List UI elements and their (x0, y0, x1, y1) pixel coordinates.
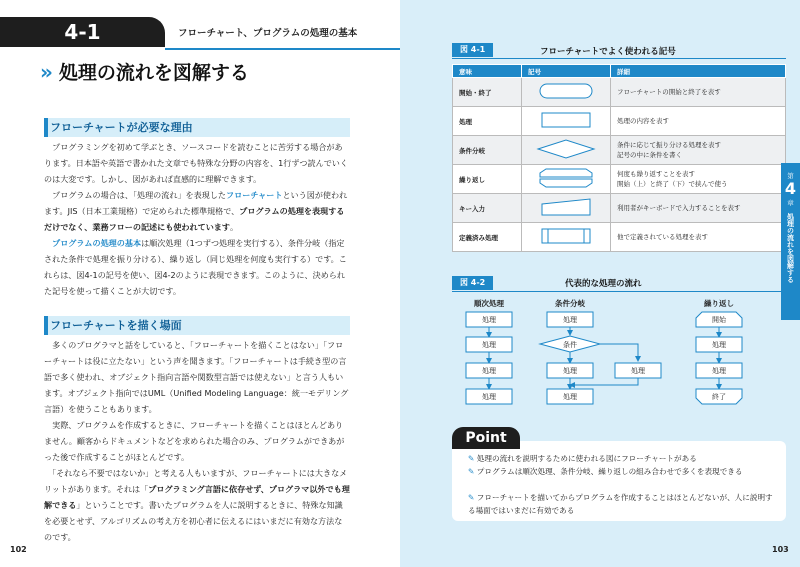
manual-input-symbol-icon (534, 196, 598, 218)
process-symbol-icon (534, 109, 598, 131)
symbol-meaning: 開始・終了 (453, 78, 522, 107)
br-condition-label: 条件 (563, 341, 577, 349)
fig2-title: 代表的な処理の流れ (565, 279, 642, 289)
section-2-paragraph: 多くのプログラマと話をしていると、「フローチャートを描くことはない」「フローチャートは役に立たない」という声を聞きます。「フローチャートは手続き型の言語で多く使われ、オブジェクト指向言語や関数型言語では使えない」と言う人もいます。オブジェクト指向ではUML（Unified Modeling Language：統一モデリング言語）を使うこともあります。 (44, 340, 349, 414)
section-2-paragraph: 「それなら不要ではないか」と考える人もいますが、フローチャートには大きなメリットがあります。それは「プログラミング言語に依存せず、プログラマ以外でも理解できる」ということです。書いたプログラムを人に説明するときに、特殊な知識を必要とせず、アルゴリズムの考え方を初心者に伝えるにはいまだに有効な方法なのです。 (44, 468, 350, 542)
loop-label-2: 処理 (712, 367, 726, 375)
pencil-icon: ✎ (468, 454, 475, 463)
pencil-icon: ✎ (468, 467, 475, 476)
point-tab: Point (452, 427, 520, 449)
br-arrow-3 (600, 344, 638, 361)
symbol-table-row (453, 107, 786, 136)
br-label-4: 処理 (563, 393, 577, 401)
decision-symbol-icon (534, 138, 598, 160)
symbol-detail: 利用者がキーボードで入力することを表す (611, 194, 786, 223)
section-2-body (44, 337, 350, 545)
br-arrow-5 (570, 378, 638, 385)
symbol-cell (522, 165, 611, 194)
chapter-number: 4 (784, 179, 797, 198)
br-label-3: 処理 (631, 367, 645, 375)
symbol-table-row (453, 223, 786, 252)
chapter-word: 第 (787, 172, 794, 180)
point-item-1: ✎ 処理の流れを説明するために使われる図にフローチャートがある (468, 454, 697, 463)
symbol-cell (522, 223, 611, 252)
section-number-tab: 4-1 (0, 17, 165, 47)
fig1-title: フローチャートでよく使われる記号 (540, 47, 676, 57)
flow-diagram (452, 292, 786, 414)
chapter-title: 処理の流れを図解する (786, 213, 795, 283)
page-heading (40, 58, 249, 85)
symbol-cell (522, 107, 611, 136)
seq-label-3: 処理 (482, 367, 496, 375)
col-title-branch: 条件分岐 (555, 299, 585, 308)
symbol-table-row (453, 136, 786, 165)
section-1-title: フローチャートが必要な理由 (50, 121, 193, 134)
page-heading-text: 処理の流れを図解する (58, 62, 249, 84)
symbol-table-row (453, 194, 786, 223)
symbol-table (452, 64, 786, 252)
page-number-right: 103 (772, 545, 789, 554)
col-meaning: 意味 (453, 65, 522, 78)
seq-label-1: 処理 (482, 316, 496, 324)
heading-marker-icon: » (40, 59, 53, 84)
page-number-left: 102 (10, 545, 27, 554)
pencil-icon: ✎ (468, 493, 475, 502)
loop-label-1: 処理 (712, 341, 726, 349)
section-2-paragraph: 実際、プログラムを作成するときに、フローチャートを描くことはほとんどありません。顧客からドキュメントなどを求められた場合のみ、プログラムができあがった後で作成することがほとんどです。 (44, 420, 345, 462)
loop-symbol-icon (534, 167, 598, 189)
chapter-side-tab (781, 163, 800, 320)
predefined-symbol-icon (534, 225, 598, 247)
symbol-cell (522, 194, 611, 223)
loop-end-label: 終了 (712, 393, 726, 401)
symbol-detail: 他で定義されている処理を表す (611, 223, 786, 252)
col-title-loop: 繰り返し (704, 299, 734, 308)
symbol-detail: フローチャートの開始と終了を表す (611, 78, 786, 107)
loop-start-label: 開始 (712, 316, 726, 324)
symbol-detail: 処理の内容を表す (611, 107, 786, 136)
section-1-paragraph: プログラムの場合は、「処理の流れ」を表現したフローチャートという図が使われます。JIS（日本工業規格）で定められた標準規格で、プログラムの処理を表現するだけでなく、業務フローの記述にも使われています。 (44, 190, 348, 232)
section-1-body (44, 139, 350, 299)
symbol-table-row (453, 165, 786, 194)
symbol-cell (522, 78, 611, 107)
symbol-cell (522, 136, 611, 165)
point-item-2: ✎ プログラムは順次処理、条件分岐、繰り返しの組み合わせで多くを表現できる (468, 467, 743, 476)
terminal-symbol-icon (534, 80, 598, 102)
symbol-table-header (453, 65, 786, 78)
br-label-2: 処理 (563, 367, 577, 375)
fig1-rule (452, 58, 786, 59)
symbol-detail: 条件に応じて振り分ける処理を表す 記号の中に条件を書く (611, 136, 786, 165)
col-title-seq: 順次処理 (474, 299, 504, 308)
seq-label-2: 処理 (482, 341, 496, 349)
symbol-meaning: 繰り返し (453, 165, 522, 194)
point-item-3: ✎ フローチャートを描いてからプログラムを作成することはほとんどないが、人に説明する場面ではいまだに有効である (468, 493, 773, 515)
section-2-title: フローチャートを描く場面 (50, 319, 182, 332)
symbol-detail: 何度も繰り返すことを表す 開始（上）と終了（下）で挟んで使う (611, 165, 786, 194)
symbol-meaning: 処理 (453, 107, 522, 136)
fig1-label: 図 4-1 (452, 43, 493, 57)
symbol-meaning: キー入力 (453, 194, 522, 223)
section-1-paragraph: プログラムの処理の基本は順次処理（1つずつ処理を実行する）、条件分岐（指定された条件で処理を振り分ける）、繰り返し（同じ処理を何度も実行する）です。これらは、図4-1の記号を使い、図4-2のように表現できます。このように、決められた記号を使って描くことが大切です。 (44, 238, 347, 296)
symbol-meaning: 定義済み処理 (453, 223, 522, 252)
header-title: フローチャート、プログラムの処理の基本 (178, 28, 358, 39)
fig2-label: 図 4-2 (452, 276, 493, 290)
symbol-table-row (453, 78, 786, 107)
br-label-1: 処理 (563, 316, 577, 324)
col-symbol: 記号 (522, 65, 611, 78)
section-1-paragraph: プログラミングを初めて学ぶとき、ソースコードを読むことに苦労する場合があります。日本語や英語で書かれた文章でも特殊な分野の内容を、1行ずつ読んでいくのは大変です。しかし、図があれば直感的に理解できます。 (44, 142, 348, 184)
seq-label-4: 処理 (482, 393, 496, 401)
chapter-suffix: 章 (787, 199, 794, 207)
symbol-meaning: 条件分岐 (453, 136, 522, 165)
col-detail: 詳細 (611, 65, 786, 78)
